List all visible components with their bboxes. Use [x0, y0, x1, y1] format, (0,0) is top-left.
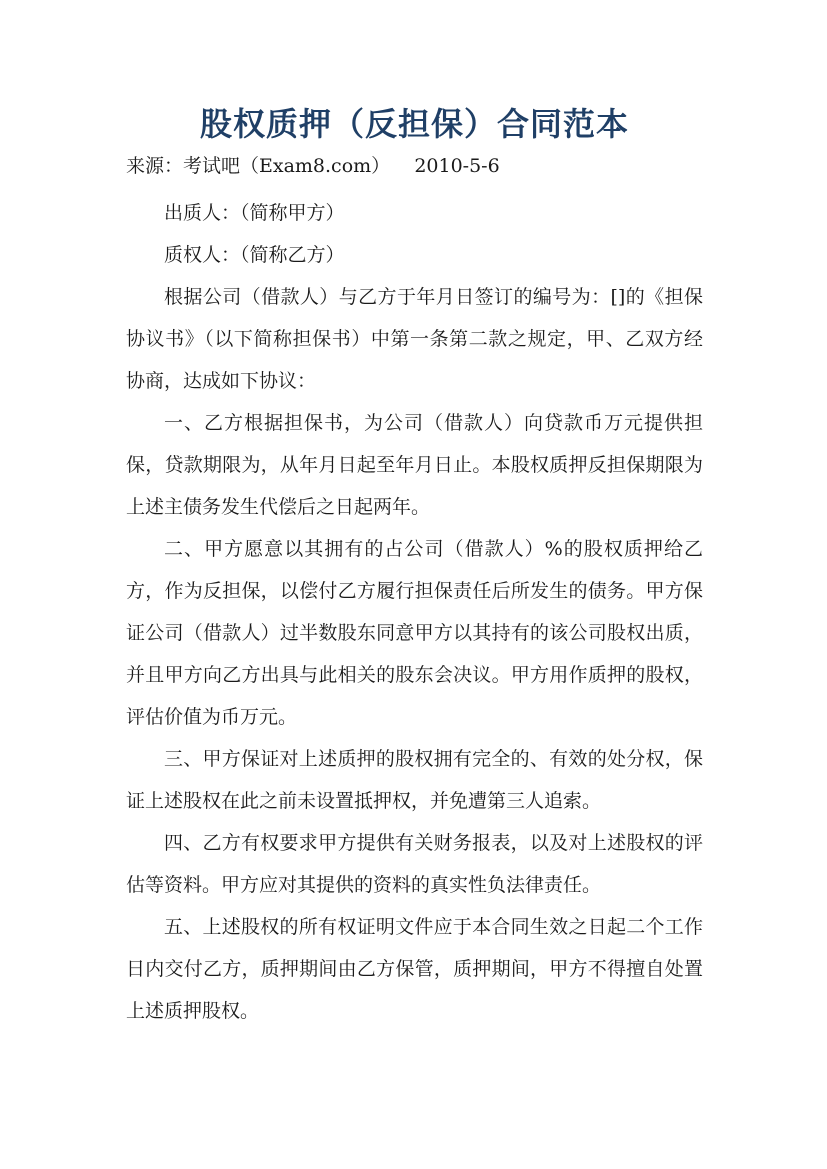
- paragraph-clause-1: 一、乙方根据担保书，为公司（借款人）向贷款币万元提供担保，贷款期限为，从年月日起至年月日止。本股权质押反担保期限为上述主债务发生代偿后之日起两年。: [126, 412, 703, 518]
- paragraph-clause-4: 四、乙方有权要求甲方提供有关财务报表，以及对上述股权的评估等资料。甲方应对其提供的资料的真实性负法律责任。: [126, 832, 703, 896]
- source-line: 来源：考试吧（Exam8.com） 2010-5-6: [126, 155, 500, 177]
- document-title: 股权质押（反担保）合同范本: [199, 105, 629, 143]
- document-page: [126, 96, 703, 1032]
- paragraph-clause-3: 三、甲方保证对上述质押的股权拥有完全的、有效的处分权，保证上述股权在此之前未设置抵押权，并免遭第三人追索。: [126, 748, 703, 812]
- paragraph-clause-5: 五、上述股权的所有权证明文件应于本合同生效之日起二个工作日内交付乙方，质押期间由乙方保管，质押期间，甲方不得擅自处置上述质押股权。: [126, 916, 703, 1022]
- paragraph-preamble: 根据公司（借款人）与乙方于年月日签订的编号为：[]的《担保协议书》（以下简称担保书）中第一条第二款之规定，甲、乙双方经协商，达成如下协议：: [126, 286, 703, 392]
- paragraph-pledgor: 出质人：（简称甲方）: [164, 202, 345, 224]
- paragraph-clause-2: 二、甲方愿意以其拥有的占公司（借款人）%的股权质押给乙方，作为反担保，以偿付乙方履行担保责任后所发生的债务。甲方保证公司（借款人）过半数股东同意甲方以其持有的该公司股权出质，并且甲方向乙方出具与此相关的股东会决议。甲方用作质押的股权，评估价值为币万元。: [126, 538, 703, 728]
- paragraph-pledgee: 质权人：（简称乙方）: [164, 244, 345, 266]
